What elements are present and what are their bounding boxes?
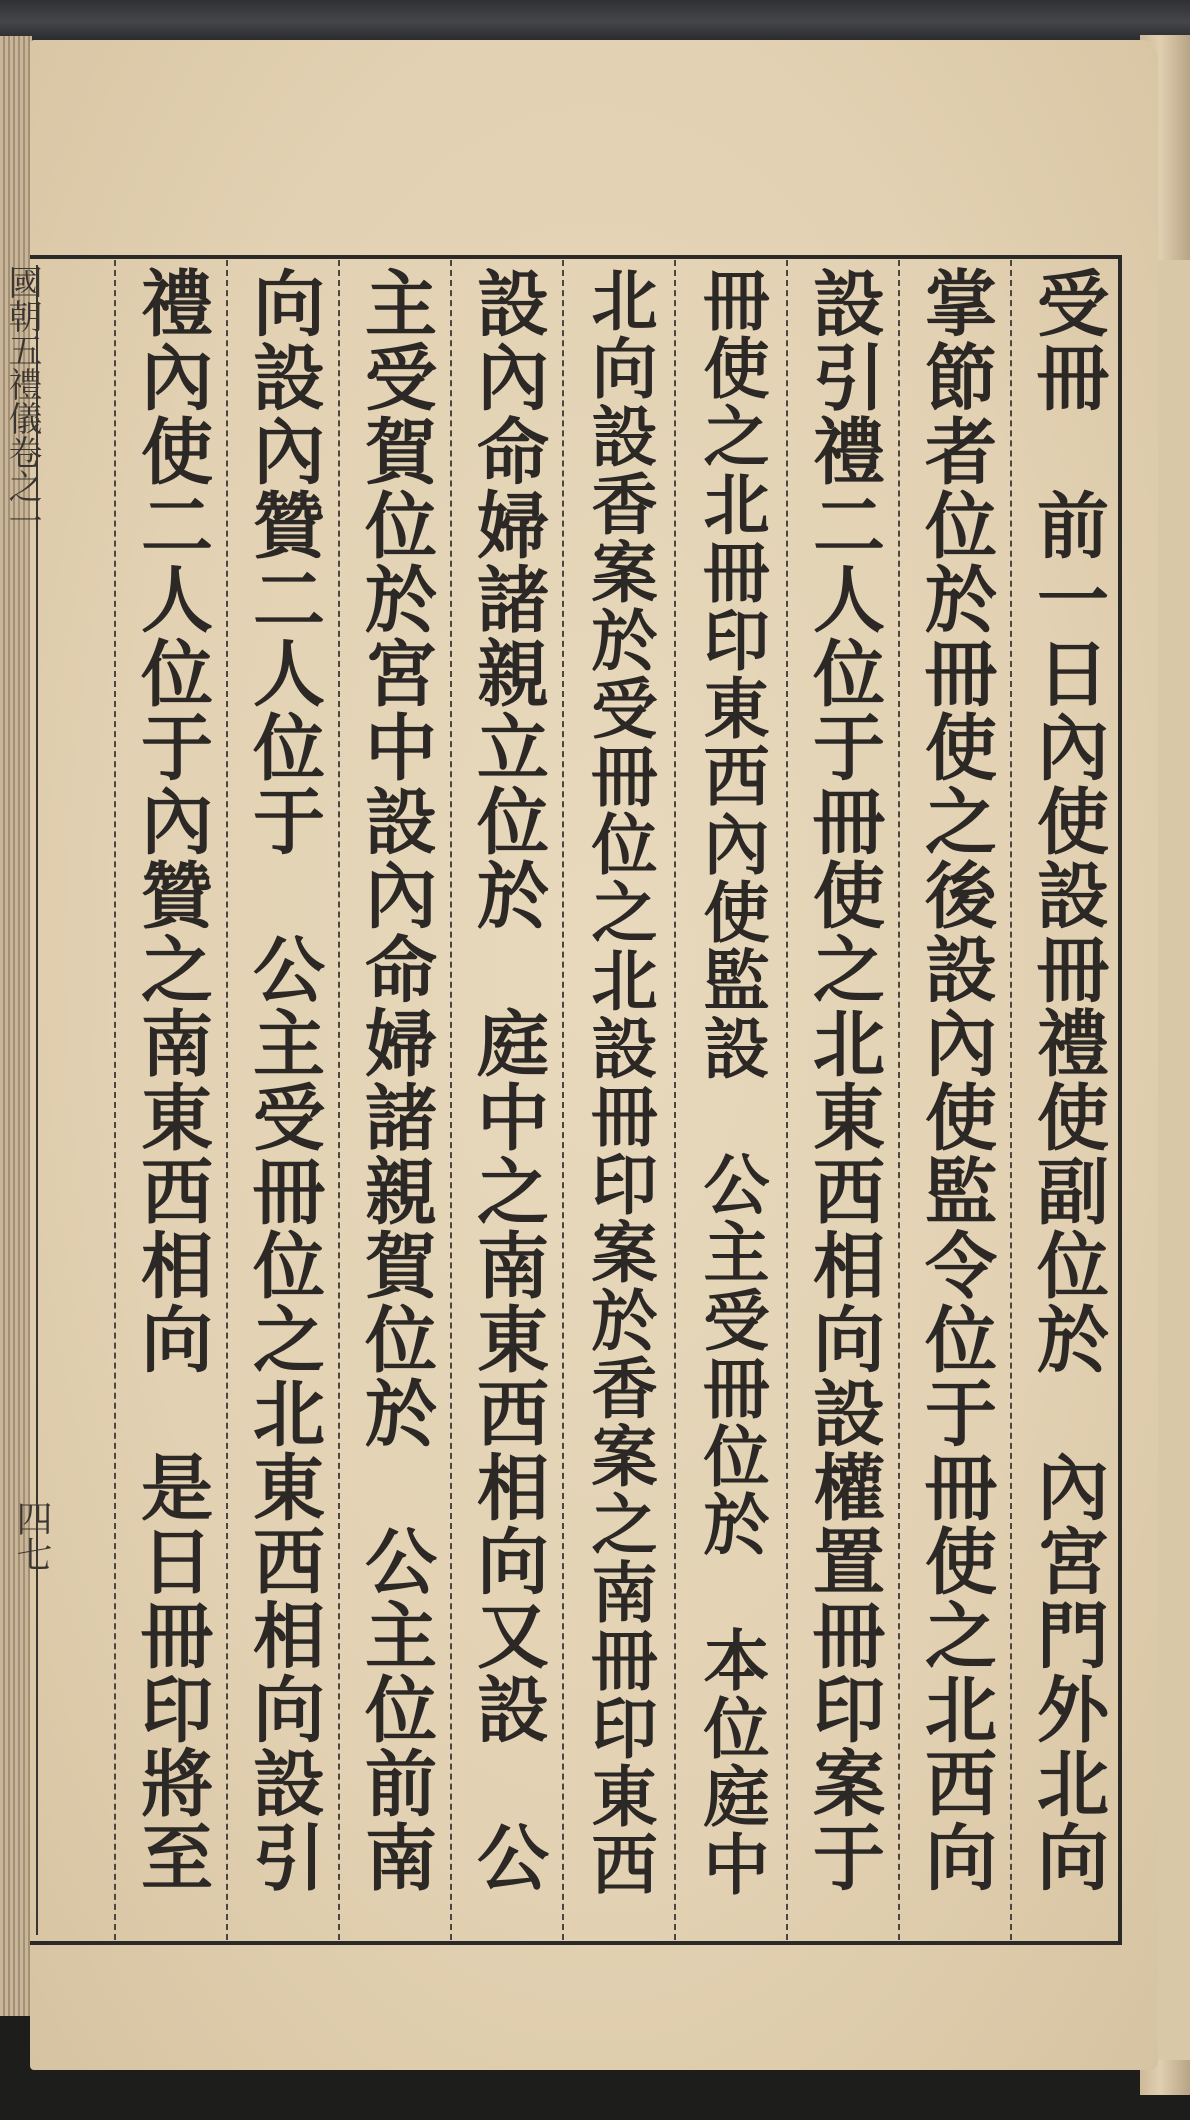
column-text: 設內命婦諸親立位於 庭中之南東西相向又設 公 xyxy=(465,266,550,1894)
margin-title: 國朝五禮儀卷之一 xyxy=(2,265,42,537)
text-column-7 xyxy=(338,260,450,1940)
text-column-3 xyxy=(786,260,898,1940)
text-column-6 xyxy=(450,260,562,1940)
folio-number: 四七 xyxy=(11,1500,52,1572)
column-text: 受冊 前一日內使設冊禮使副位於 內宮門外北向 xyxy=(1025,266,1110,1894)
text-column-2 xyxy=(898,260,1010,1940)
margin-title-column xyxy=(2,265,42,1935)
column-text: 設引禮二人位于冊使之北東西相向設權置冊印案于 xyxy=(801,266,886,1894)
text-column-4 xyxy=(674,260,786,1940)
book-spine-top xyxy=(0,0,1190,40)
text-column-5 xyxy=(562,260,674,1940)
column-text: 掌節者位於冊使之後設內使監令位于冊使之北西向 xyxy=(913,266,998,1894)
column-text: 主受賀位於宮中設內命婦諸親賀位於 公主位前南 xyxy=(353,266,438,1894)
text-column-1 xyxy=(1010,260,1122,1940)
column-text: 冊使之北冊印東西內使監設 公主受冊位於 本位庭中 xyxy=(692,266,770,1898)
text-column-8 xyxy=(226,260,338,1940)
column-text: 北向設香案於受冊位之北設冊印案於香案之南冊印東西 xyxy=(580,266,658,1898)
column-text: 禮內使二人位于內贊之南東西相向 是日冊印將至 xyxy=(129,266,214,1894)
column-text: 向設內贊二人位于 公主受冊位之北東西相向設引 xyxy=(241,266,326,1894)
right-page-edge xyxy=(1153,260,1190,2060)
text-column-9 xyxy=(114,260,226,1940)
